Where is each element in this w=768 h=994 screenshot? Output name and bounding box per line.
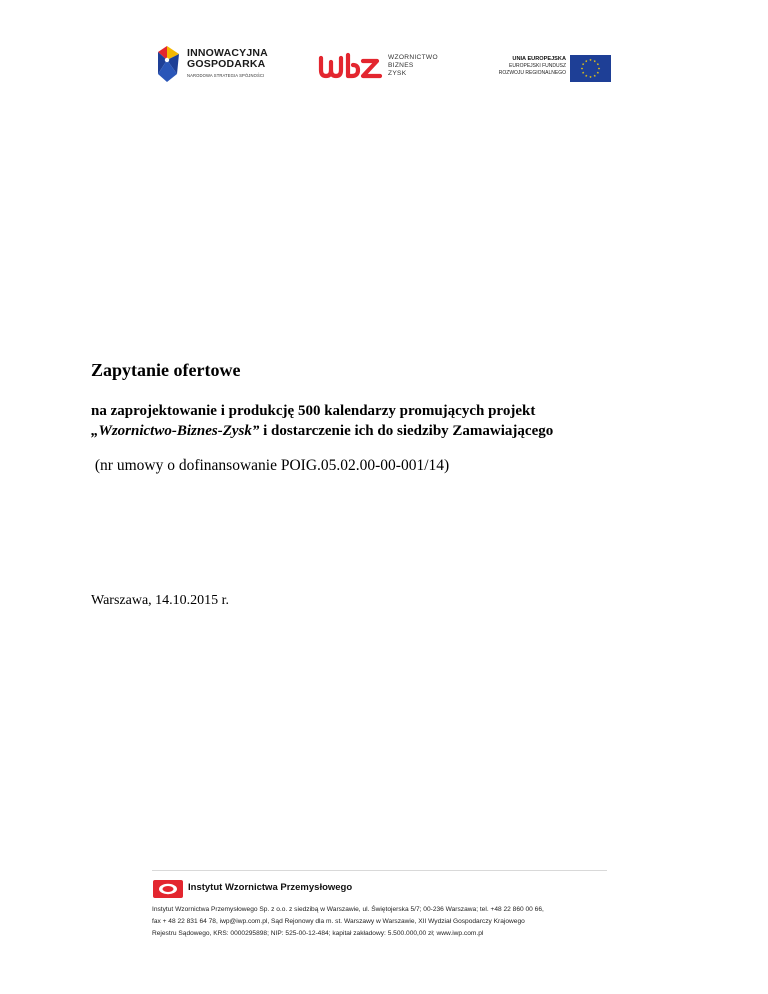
innowacyjna-gospodarka-emblem-icon [155,44,183,84]
footer-line1: Instytut Wzornictwa Przemysłowego Sp. z o.o. z siedzibą w Warszawie, ul. Świętojerska 5/7; 00-236 Warszawa; tel. +48 22 860 00 66, [152,906,544,913]
wbz-logo-line3: ZYSK [388,70,407,77]
eu-logo-line2: EUROPEJSKI FUNDUSZ [509,63,566,69]
contract-number: (nr umowy o dofinansowanie POIG.05.02.00-00-001/14) [91,457,450,474]
eu-flag-icon [570,55,611,82]
eu-logo-line1: UNIA EUROPEJSKA [512,56,566,62]
document-title: Zapytanie ofertowe [91,360,241,380]
footer-divider [152,870,607,871]
wzornictwo-biznes-zysk-logo [318,52,448,82]
ig-logo-line2: GOSPODARKA [187,58,266,70]
project-name: „Wzornictwo-Biznes-Zysk” [91,423,260,439]
footer-line2: fax + 48 22 831 64 78, iwp@iwp.com.pl, Sąd Rejonowy dla m. st. Warszawy w Warszawie, XII Wydział Gospodarczy Krajowego [152,918,525,925]
subtitle-line2-rest: i dostarczenie ich do siedziby Zamawiającego [259,423,554,439]
iwp-logo-icon [153,880,183,898]
wbz-monogram-icon [318,52,384,80]
eu-logo-line3: ROZWOJU REGIONALNEGO [498,69,566,76]
eu-fund-logo [486,55,611,83]
document-subtitle [91,401,553,441]
wbz-logo-line2: BIZNES [388,62,414,69]
footer-line3: Rejestru Sądowego, KRS: 0000295898; NIP: 525-00-12-484; kapitał zakładowy: 5.500.000,00 zł; www.iwp.com.pl [152,930,484,937]
footer-address [152,904,544,940]
wbz-logo-line1: WZORNICTWO [388,54,438,61]
institute-name: Instytut Wzornictwa Przemysłowego [188,882,353,893]
subtitle-line1: na zaprojektowanie i produkcję 500 kalendarzy promujących projekt [91,403,536,419]
innowacyjna-gospodarka-logo [155,44,270,84]
ig-logo-line3: NARODOWA STRATEGIA SPÓJNOŚCI [187,73,265,78]
ig-logo-line1: INNOWACYJNA [187,47,268,59]
place-and-date: Warszawa, 14.10.2015 r. [91,593,230,608]
